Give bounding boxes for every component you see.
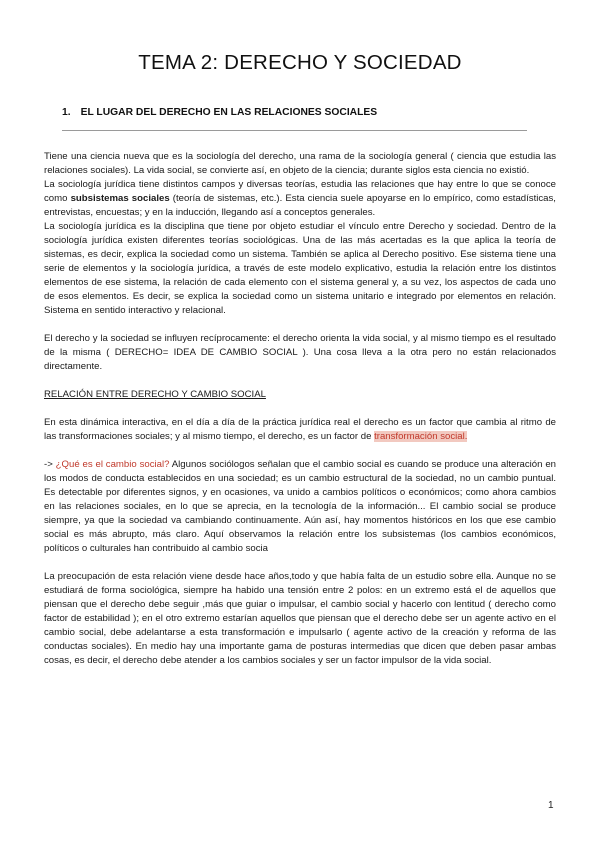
paragraph-5: [44, 416, 556, 444]
document-body: [44, 150, 556, 668]
paragraph-7: La preocupación de esta relación viene desde hace años,todo y que había falta de un estudio sobre ella. Aunque no se estudiará de forma sociológica, siempre ha habido una tensión entre 2 polos: en un extremo está el de aquellos que piensan que el derecho debe seguir ,más que guiar o impulsar, el cambio social y hacerlo con lentitud ( derecho como factor de estabilidad ); en el otro extremo estarían aquellos que piensan que el derecho debe ser un agente activo en el cambio social, debe adelantarse a esta transformación e impulsarlo ( agente activo de la creación y reforma de las conductas sociales). En medio hay una importante gama de posturas intermedias que dicen que deben pasar ambas cosas, es decir, el derecho debe atender a los cambios sociales y ser un factor impulsor de la vida social.: [44, 571, 556, 666]
page-number: 1: [548, 800, 554, 811]
question-text: ¿Qué es el cambio social?: [55, 459, 170, 470]
arrow-marker: ->: [44, 459, 56, 470]
paragraph-3: La sociología jurídica es la disciplina que tiene por objeto estudiar el vínculo entre Derecho y sociedad. Dentro de la sociología jurídica existen diferentes teorías sociológicas. Una de las más acertadas es la que aplica la teoría de sistemas, es decir, explica la sociedad como un sistema. También se aplica al Derecho positivo. Ese sistema tiene una serie de elementos y la sociología jurídica, a través de este modelo explicativo, estudia la relación entre los distintos elementos de ese sistema, la relación de cada elemento con el sistema general y, a su vez, los aspectos de cada uno de esos elementos. Es decir, se explica la sociedad como un sistema unitario e integrado por elementos en relación. Sistema en sentido interactivo y relacional.: [44, 221, 556, 316]
paragraph-1: Tiene una ciencia nueva que es la sociología del derecho, una rama de la sociología general ( ciencia que estudia las relaciones sociales). La vida social, se convierte así, en objeto de la ciencia; durante siglos esta ciencia no existió.: [44, 151, 556, 176]
paragraph-2-text-a: La sociología jurídica tiene distintos campos y diversas teorías, estudia las relaciones que hay entre lo que se conoce como: [44, 179, 556, 204]
section-number: 1.: [62, 107, 71, 118]
paragraph-5-text: En esta dinámica interactiva, en el día a día de la práctica jurídica real el derecho es un factor que cambia al ritmo de las transformaciones sociales; y al mismo tiempo, el derecho, es un factor de: [44, 417, 556, 442]
highlighted-text: transformación social.: [374, 431, 468, 442]
paragraph-6: [44, 458, 556, 556]
paragraph-4: El derecho y la sociedad se influyen recíprocamente: el derecho orienta la vida social, y al mismo tiempo es el resultado de la misma ( DERECHO= IDEA DE CAMBIO SOCIAL ). Una cosa lleva a la otra pero no están relacionados directamente.: [44, 333, 556, 372]
horizontal-rule: [62, 130, 527, 131]
subheading: RELACIÓN ENTRE DERECHO Y CAMBIO SOCIAL: [44, 389, 266, 400]
bold-term: subsistemas sociales: [70, 193, 170, 204]
section-label: EL LUGAR DEL DERECHO EN LAS RELACIONES SOCIALES: [80, 107, 378, 118]
paragraph-2: [44, 178, 556, 220]
paragraph-6-text: Algunos sociólogos señalan que el cambio social es cuando se produce una alteración en los modos de conducta establecidos en una sociedad; es un cambio estructural de la sociedad, no un cambio puntual. Es detectable por diferentes signos, y en ocasiones, va unido a cambios políticos o económicos; como ahora cambios en las relaciones sociales, en lo que se aprecia, en la tecnología de la información... El cambio social se produce siempre, ya que la sociedad va cambiando continuamente. Aún así, hay momentos históricos en los que ese cambio social es más abrupto, más claro. Aquí observamos la relación entre los subsistemas (los cambios económicos, políticos o culturales han contribuido al cambio socia: [44, 459, 557, 554]
page-title: TEMA 2: DERECHO Y SOCIEDAD: [138, 51, 462, 74]
paragraph-2-text-b: (teoría de sistemas, etc.). Esta ciencia suele apoyarse en lo empírico, como estadísticas, entrevistas, encuestas; y en la inducción, llegando así a conceptos generales.: [44, 193, 556, 218]
section-heading: [62, 107, 377, 118]
